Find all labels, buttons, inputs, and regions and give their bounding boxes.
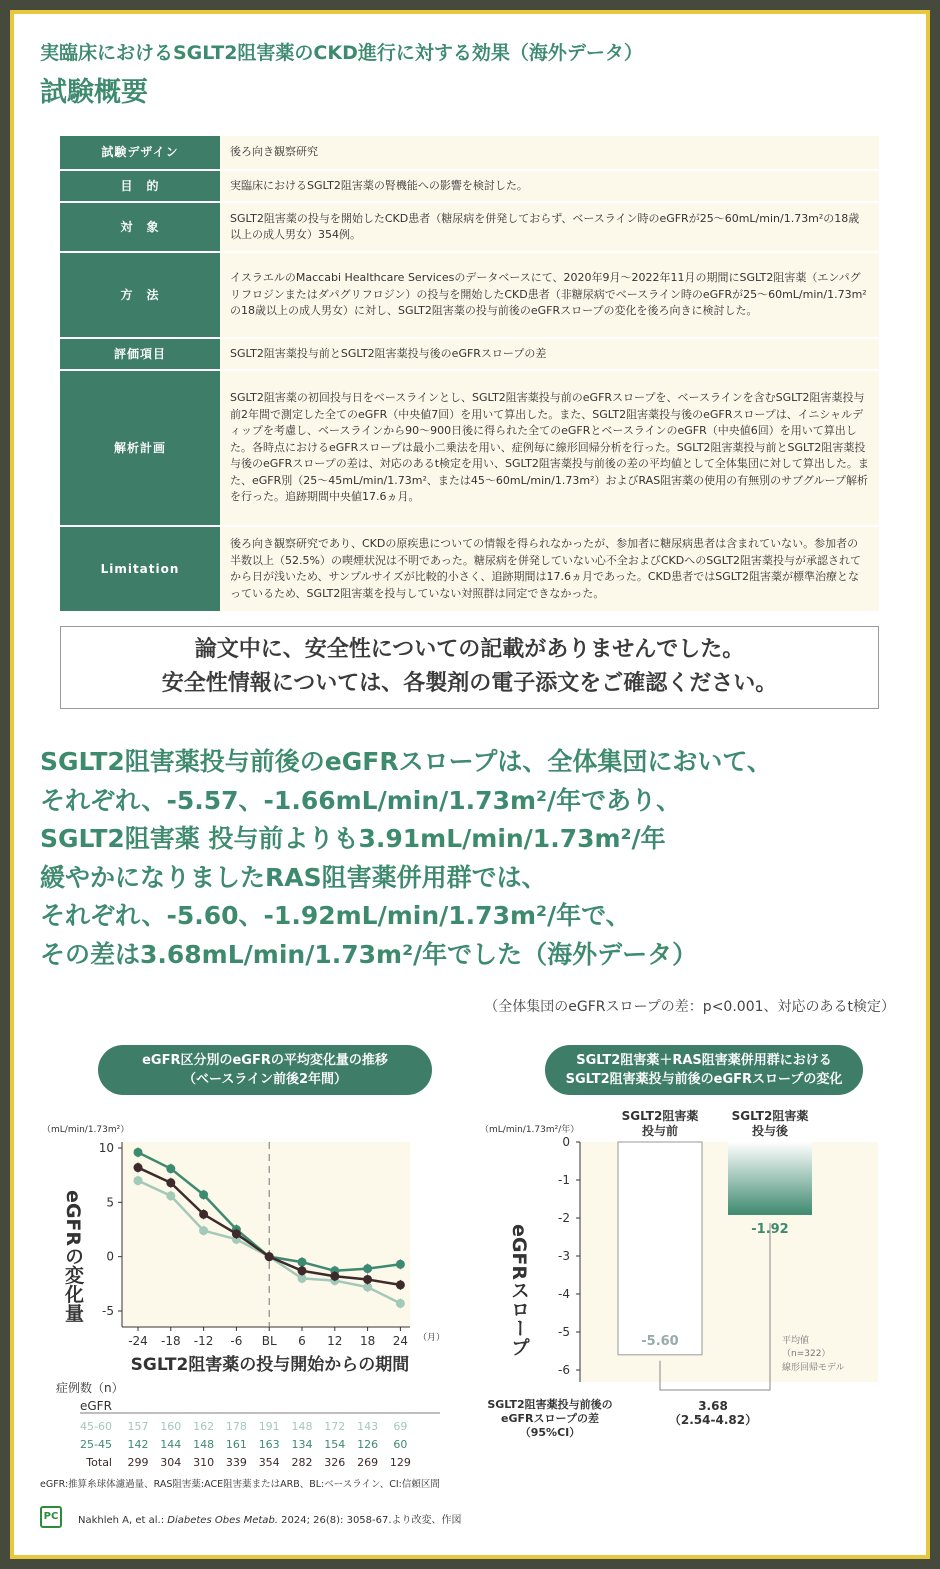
row-value: 実臨床におけるSGLT2阻害薬の腎機能への影響を検討した。 [220,170,879,202]
n-cell: 157 [127,1420,149,1433]
n-cell: 339 [225,1456,247,1469]
p-value-note: （全体集団のeGFRスロープの差：p<0.001、対応のあるt検定） [484,999,895,1015]
data-point [330,1272,339,1281]
data-point [363,1275,372,1284]
n-cell: 326 [324,1456,346,1469]
abbreviation-note: eGFR:推算糸球体濾過量、RAS阻害薬:ACE阻害薬またはARB、BL:ベースライン、CI:信頼区間 [40,1479,440,1490]
pc-logo: PC [40,1506,62,1528]
category-label: 投与後 [751,1124,789,1138]
difference-value: 3.68 [698,1399,728,1413]
table-row [60,202,879,252]
n-table-subtitle: eGFR [80,1399,112,1413]
method-note: 線形回帰モデル [782,1363,845,1373]
n-cell: 143 [357,1420,379,1433]
y-axis-label: eGFRの変化量 [62,1189,84,1323]
citation [78,1511,462,1526]
x-tick-label: -24 [128,1334,148,1348]
x-unit-label: （月） [418,1333,446,1343]
n-cell: 126 [357,1438,379,1451]
n-cell: 60 [393,1438,408,1451]
overview-table [60,136,879,613]
data-point [396,1299,405,1308]
n-row-label: 25-45 [80,1438,112,1451]
row-value: SGLT2阻害薬投与前とSGLT2阻害薬投与後のeGFRスロープの差 [220,338,879,370]
category-label: SGLT2阻害薬 [731,1109,809,1123]
section-title: 試験概要 [40,77,148,108]
x-tick-label: -6 [230,1334,243,1348]
row-value: SGLT2阻害薬の初回投与日をベースラインとし、SGLT2阻害薬投与前のeGFRスロープを、ベースラインを含むSGLT2阻害薬投与前2年間で測定した全てのeGFR（中央値7回）を用いて算出した。また、SGLT2阻害薬投与後のeGFRスロープは、イニシャルディップを考慮し、ベースラインから90〜900日後に得られた全てのeGFRとベースラインのeGFR（中央値6回）を用いて算出した。各時点におけるeGFRスロープは最小二乗法を用い、症例毎に線形回帰分析を行った。SGLT2阻害薬投与前とSGLT2阻害薬投与後のeGFRスロープの差は、対応のあるt検定を用い、SGLT2阻害薬投与前後の差の平均値として全体集団に対して算出した。また、eGFR別（25〜45mL/min/1.73m²、または45〜60mL/min/1.73m²）およびRAS阻害薬の使用の有無別のサブグループ解析を行った。追跡期間中央値17.6ヵ月。 [220,370,879,526]
notice-line: 論文中に、安全性についての記載がありませんでした。 [194,637,745,662]
n-cell: 148 [291,1420,313,1433]
n-cell: 269 [357,1456,379,1469]
row-label: 対 象 [60,202,220,252]
result-line: それぞれ、-5.57、-1.66mL/min/1.73m²/年であり、 [40,785,682,815]
n-cell: 162 [193,1420,215,1433]
y-tick-label: -5 [102,1304,114,1318]
n-row-label: 45-60 [80,1420,112,1433]
x-tick-label: -12 [193,1334,214,1348]
n-table-title: 症例数（n） [56,1381,124,1395]
data-point [199,1210,208,1219]
y-tick-label: -2 [558,1211,570,1225]
result-line: それぞれ、-5.60、-1.92mL/min/1.73m²/年で、 [40,901,631,930]
chart1-title-line: eGFR区分別のeGFRの平均変化量の推移 [142,1053,388,1068]
method-note: （n=322） [782,1349,831,1359]
difference-label: SGLT2阻害薬投与前後の [487,1398,613,1411]
bar-value-label: -1.92 [751,1221,789,1237]
table-row [60,252,879,338]
chart2-title-line: SGLT2阻害薬投与前後のeGFRスロープの変化 [565,1072,843,1087]
row-value: イスラエルのMaccabi Healthcare Servicesのデータベースにて、2020年9月〜2022年11月の期間にSGLT2阻害薬（エンパグリフロジンまたはダパグリフロジン）の投与を開始したCKD患者（非糖尿病でベースライン時のeGFRが25〜60mL/min/1.73m²の18歳以上の成人男女）に対し、SGLT2阻害薬の投与前後のeGFRスロープの変化を後ろ向きに検討した。 [220,252,879,338]
y-axis-label: eGFRスロープ [508,1223,530,1357]
y-unit-label: （mL/min/1.73m²） [42,1125,130,1135]
bar-value-label: -5.60 [641,1333,679,1349]
table-row [60,370,879,526]
difference-ci: （2.54-4.82） [668,1413,758,1427]
n-cell: 160 [160,1420,182,1433]
n-cell: 172 [324,1420,346,1433]
n-cell: 310 [193,1456,215,1469]
chart1-title-line: （ベースライン前後2年間） [182,1072,347,1087]
n-cell: 163 [258,1438,280,1451]
y-tick-label: -3 [558,1249,570,1263]
x-tick-label: 18 [359,1334,376,1348]
table-row [60,526,879,612]
data-point [134,1176,143,1185]
data-point [363,1264,372,1273]
citation-details: 2024; 26(8): 3058-67.より改変、作図 [277,1515,462,1526]
notice-line: 安全性情報については、各製剤の電子添文をご確認ください。 [161,671,778,696]
data-point [199,1190,208,1199]
y-tick-label: -4 [558,1287,570,1301]
data-point [134,1148,143,1157]
plot-background [122,1142,410,1327]
result-line: 緩やかになりましたRAS阻害薬併用群では、 [40,862,547,892]
y-tick-label: -6 [558,1363,570,1377]
data-point [298,1266,307,1275]
data-point [396,1260,405,1269]
n-cell: 129 [389,1456,411,1469]
n-cell: 144 [160,1438,182,1451]
data-point [134,1163,143,1172]
n-cell: 299 [127,1456,149,1469]
x-tick-label: 12 [327,1334,343,1348]
method-note: 平均値 [782,1336,810,1346]
data-point [298,1258,307,1267]
row-label: 解析計画 [60,370,220,526]
y-tick-label: 5 [106,1195,114,1210]
citation-journal: Diabetes Obes Metab. [167,1515,278,1526]
row-label: 目 的 [60,170,220,202]
row-label: Limitation [60,526,220,612]
citation-authors: Nakhleh A, et al.: [78,1515,168,1526]
n-row-label: Total [86,1456,112,1469]
egfr-change-line-chart [0,1110,470,1480]
result-line: その差は3.68mL/min/1.73m²/年でした（海外データ） [40,939,698,969]
y-tick-label: 0 [562,1135,570,1149]
x-tick-label: 6 [298,1334,306,1348]
y-unit-label: （mL/min/1.73m²/年） [480,1125,580,1135]
table-row [60,170,879,202]
row-value: SGLT2阻害薬の投与を開始したCKD患者（糖尿病を併発しておらず、ベースライン時のeGFRが25〜60mL/min/1.73m²の18歳以上の成人男女）354例。 [220,202,879,252]
n-cell: 191 [258,1420,280,1433]
data-point [166,1191,175,1200]
result-line: SGLT2阻害薬 投与前よりも3.91mL/min/1.73m²/年 [40,824,666,853]
x-axis-label: SGLT2阻害薬の投与開始からの期間 [130,1355,410,1375]
data-point [166,1164,175,1173]
x-tick-label: -18 [160,1334,181,1348]
egfr-slope-bar-chart [470,1100,910,1450]
table-row [60,136,879,170]
data-point [265,1252,274,1261]
n-cell: 354 [258,1456,280,1469]
y-tick-label: 10 [98,1141,114,1155]
row-value: 後ろ向き観察研究であり、CKDの原疾患についての情報を得られなかったが、参加者に糖尿病患者は含まれていない。参加者の半数以上（52.5%）の喫煙状況は不明であった。糖尿病を併発していない心不全およびCKDへのSGLT2阻害薬投与が承認されてから日が浅いため、サンプルサイズが比較的小さく、追跡期間は17.6ヵ月であった。CKD患者ではSGLT2阻害薬が標準治療となっているため、SGLT2阻害薬を投与していない対照群は同定できなかった。 [220,526,879,612]
chart2-title-pill [545,1045,863,1095]
bar [728,1142,812,1215]
n-cell: 142 [127,1438,149,1451]
difference-label: eGFRスロープの差 [501,1412,599,1425]
n-cell: 69 [393,1420,408,1433]
data-point [232,1229,241,1238]
chart2-title-line: SGLT2阻害薬＋RAS阻害薬併用群における [576,1053,832,1068]
data-point [396,1280,405,1289]
data-point [199,1226,208,1235]
result-line: SGLT2阻害薬投与前後のeGFRスロープは、全体集団において、 [40,747,772,776]
n-cell: 134 [291,1438,313,1451]
n-cell: 161 [225,1438,247,1451]
row-label: 方 法 [60,252,220,338]
x-tick-label: BL [261,1334,277,1348]
n-cell: 282 [291,1456,313,1469]
row-label: 試験デザイン [60,136,220,170]
n-cell: 154 [324,1438,346,1451]
x-tick-label: 24 [392,1334,409,1348]
row-label: 評価項目 [60,338,220,370]
y-tick-label: 0 [106,1249,114,1264]
page-title: 実臨床におけるSGLT2阻害薬のCKD進行に対する効果（海外データ） [40,42,643,64]
category-label: SGLT2阻害薬 [621,1109,699,1123]
chart1-title-pill [98,1045,432,1095]
bar [618,1142,702,1355]
n-cell: 304 [160,1456,182,1469]
result-summary [40,743,900,974]
difference-label: （95%CI） [519,1426,581,1439]
n-cell: 178 [225,1420,247,1433]
table-row [60,338,879,370]
row-value: 後ろ向き観察研究 [220,136,879,170]
safety-notice [60,626,879,709]
n-cell: 148 [193,1438,215,1451]
category-label: 投与前 [641,1124,679,1138]
y-tick-label: -5 [558,1325,570,1339]
data-point [166,1178,175,1187]
y-tick-label: -1 [558,1173,570,1187]
